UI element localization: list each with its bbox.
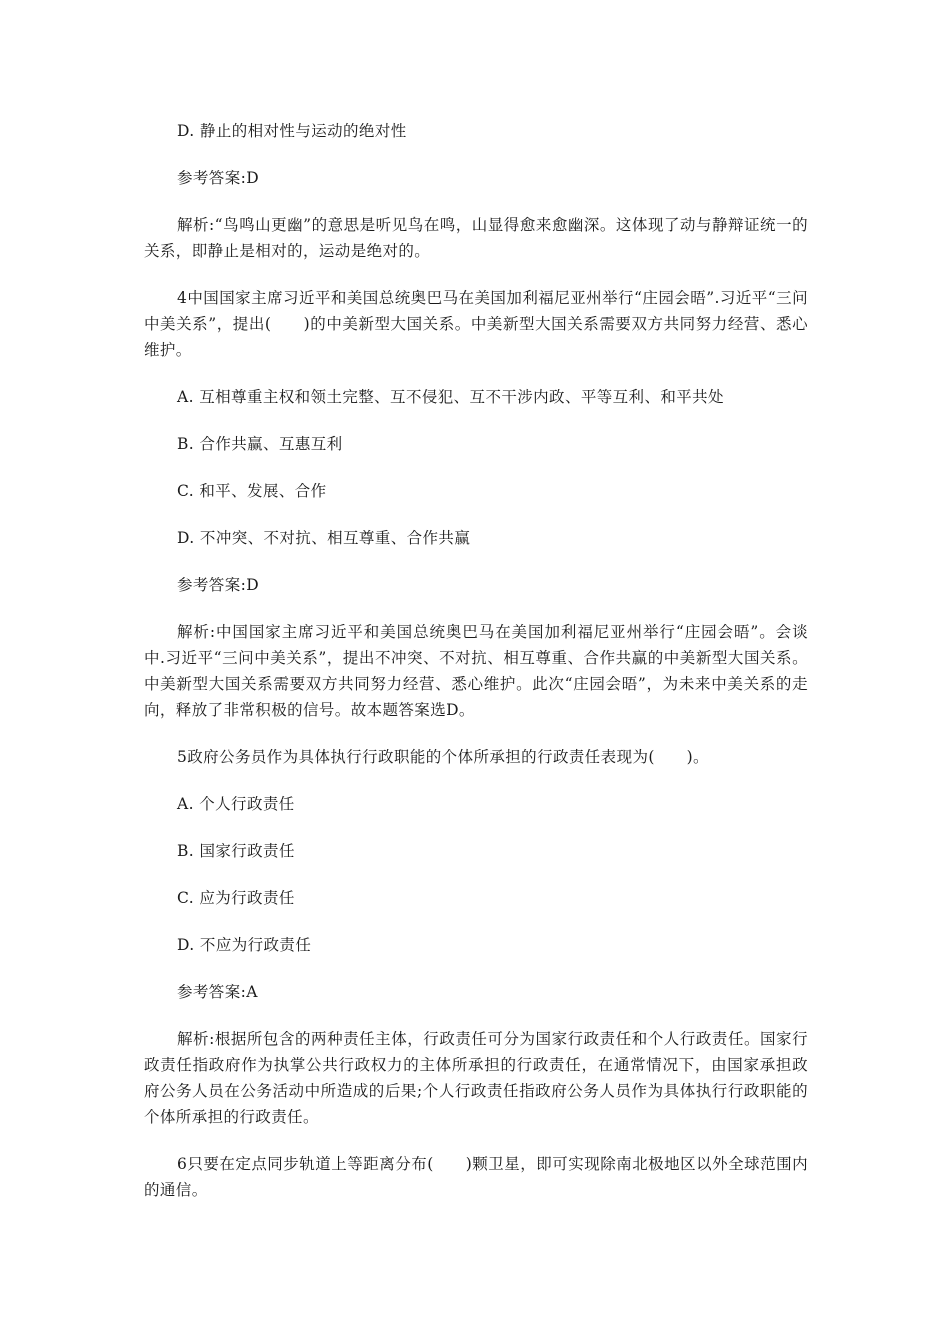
q4-option-b: B. 合作共赢、互惠互利 [177, 435, 343, 453]
q4-option-d: D. 不冲突、不对抗、相互尊重、合作共赢 [177, 529, 471, 547]
q3-answer: 参考答案:D [177, 169, 260, 187]
q4-answer: 参考答案:D [177, 576, 260, 594]
q6-question: 6只要在定点同步轨道上等距离分布( )颗卫星，即可实现除南北极地区以外全球范围内的通信。 [144, 1155, 808, 1199]
q5-option-a: A. 个人行政责任 [177, 795, 295, 813]
q4-question: 4中国国家主席习近平和美国总统奥巴马在美国加利福尼亚州举行“庄园会晤”.习近平“三问中美关系”，提出( )的中美新型大国关系。中美新型大国关系需要双方共同努力经营、悉心维护。 [144, 289, 808, 359]
q5-option-d: D. 不应为行政责任 [177, 936, 312, 954]
q5-option-b: B. 国家行政责任 [177, 842, 295, 860]
q3-explanation: 解析:“鸟鸣山更幽”的意思是听见鸟在鸣，山显得愈来愈幽深。这体现了动与静辩证统一的关系，即静止是相对的，运动是绝对的。 [144, 216, 808, 260]
q4-option-a: A. 互相尊重主权和领土完整、互不侵犯、互不干涉内政、平等互利、和平共处 [177, 388, 724, 406]
q5-explanation: 解析:根据所包含的两种责任主体，行政责任可分为国家行政责任和个人行政责任。国家行政责任指政府作为执掌公共行政权力的主体所承担的行政责任，在通常情况下，由国家承担政府公务人员在公务活动中所造成的后果;个人行政责任指政府公务人员作为具体执行行政职能的个体所承担的行政责任。 [144, 1030, 808, 1126]
q4-option-c: C. 和平、发展、合作 [177, 482, 327, 500]
q5-option-c: C. 应为行政责任 [177, 889, 295, 907]
q5-question: 5政府公务员作为具体执行行政职能的个体所承担的行政责任表现为( )。 [177, 748, 709, 766]
q3-option-d: D. 静止的相对性与运动的绝对性 [177, 122, 407, 140]
document-page [144, 118, 808, 1224]
q5-answer: 参考答案:A [177, 983, 258, 1001]
q4-explanation: 解析:中国国家主席习近平和美国总统奥巴马在美国加利福尼亚州举行“庄园会晤”。会谈中.习近平“三问中美关系”，提出不冲突、不对抗、相互尊重、合作共赢的中美新型大国关系。中美新型大国关系需要双方共同努力经营、悉心维护。此次“庄园会晤”，为未来中美关系的走向，释放了非常积极的信号。故本题答案选D。 [144, 623, 808, 719]
